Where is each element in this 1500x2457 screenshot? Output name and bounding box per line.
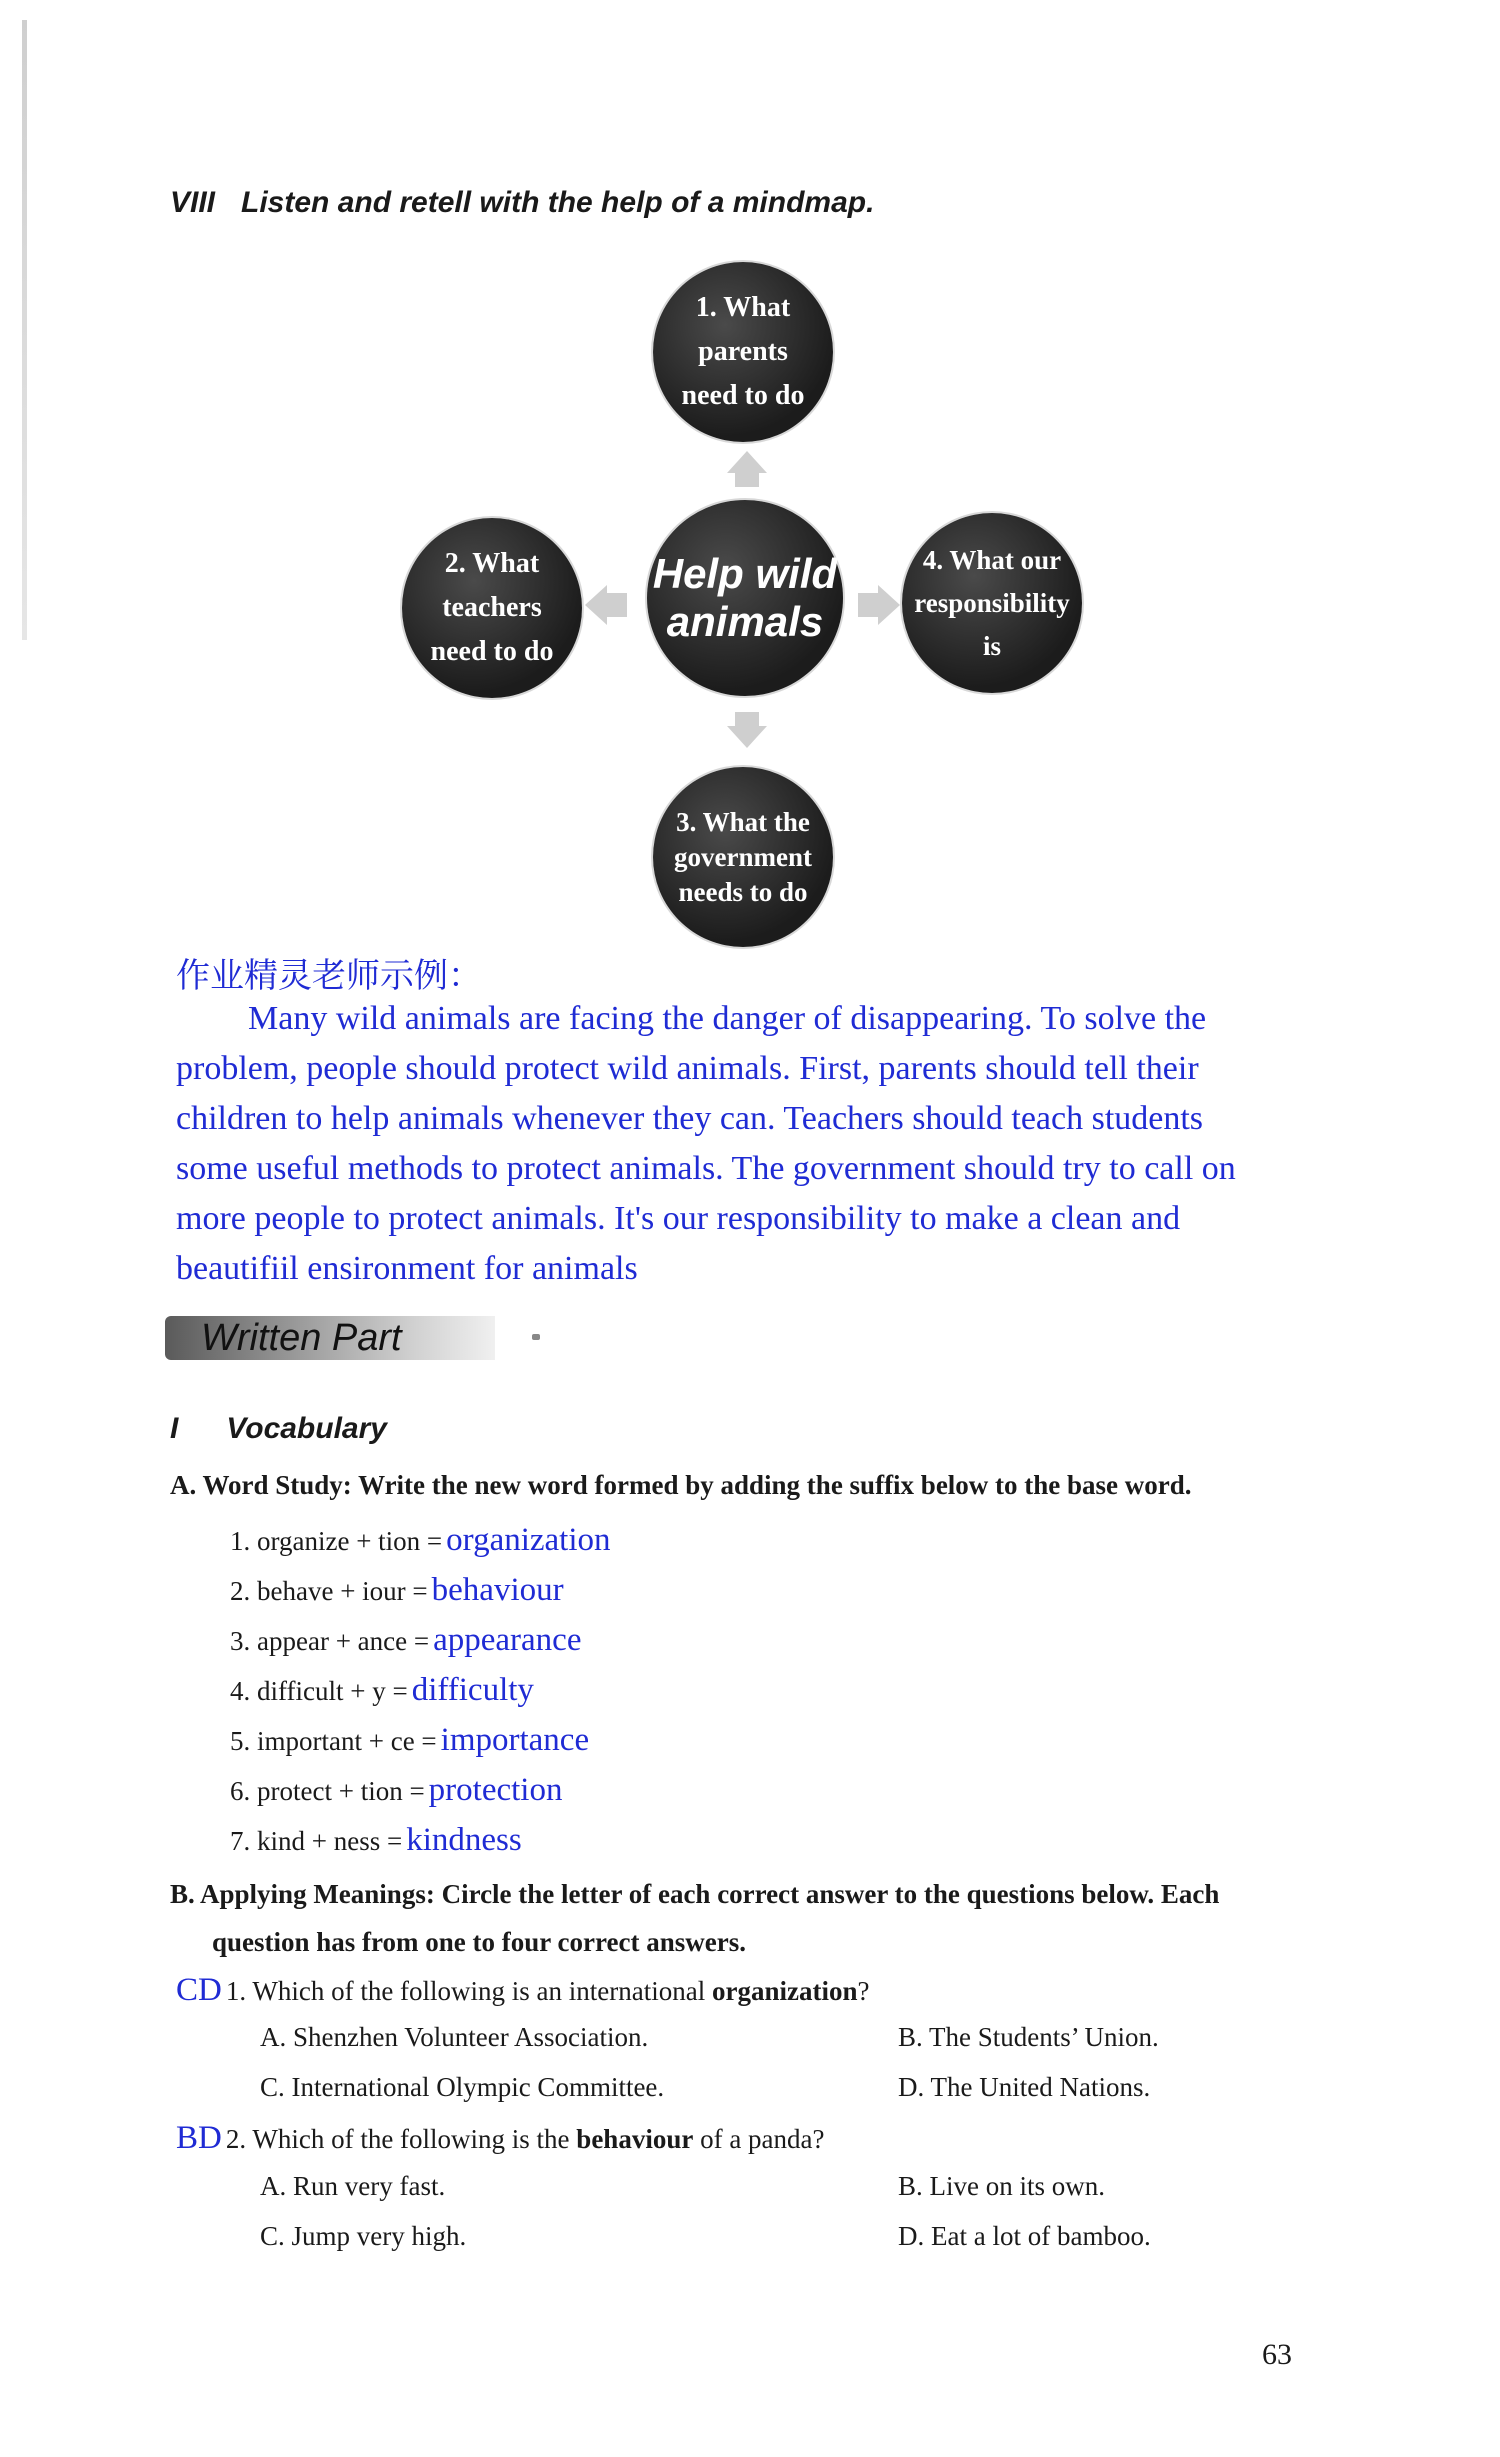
word-prompt: 3. appear + ance = xyxy=(230,1626,430,1656)
list-item xyxy=(230,1665,611,1715)
word-study-list xyxy=(230,1515,611,1865)
arrow-up-stem xyxy=(735,471,759,487)
mindmap-node-parents xyxy=(653,262,833,442)
center-line-1: Help wild xyxy=(652,550,838,597)
part-b-instruction xyxy=(170,1870,1330,1966)
q2-option-b: B. Live on its own. xyxy=(898,2171,1105,2201)
node-teachers-line-3: need to do xyxy=(430,636,554,667)
vocabulary-number: I xyxy=(170,1412,179,1445)
word-prompt: 2. behave + iour = xyxy=(230,1576,428,1606)
part-b-instruction-line-1: B. Applying Meanings: Circle the letter of each correct answer to the questions below. Each xyxy=(170,1879,1220,1909)
word-answer: appearance xyxy=(433,1622,582,1658)
arrow-down-icon xyxy=(727,726,767,748)
mindmap-center-node xyxy=(647,500,843,696)
node-parents-line-1: 1. What xyxy=(695,292,791,323)
page-number: 63 xyxy=(1262,2338,1292,2371)
arrow-right-stem xyxy=(858,593,880,617)
q1-option-c: C. International Olympic Committee. xyxy=(260,2072,665,2102)
word-answer: protection xyxy=(428,1772,563,1808)
node-parents-line-2: parents xyxy=(698,336,788,367)
list-item xyxy=(230,1765,611,1815)
section-viii-title: Listen and retell with the help of a mindmap. xyxy=(241,186,875,219)
q2-option-d: D. Eat a lot of bamboo. xyxy=(898,2221,1151,2251)
word-prompt: 5. important + ce = xyxy=(230,1726,437,1756)
node-teachers-line-2: teachers xyxy=(442,592,542,623)
example-paragraph: Many wild animals are facing the danger of disappearing. To solve the problem, people should protect wild animals. First, parents should tell their children to help animals whenever they can. Teachers should teach students some useful methods to protect animals. The government should try to call on more people to protect animals. It's our responsibility to make a clean and beautifiil ensironment for animals xyxy=(176,1000,1236,1287)
written-part-banner: Written Part xyxy=(165,1316,495,1360)
banner-decoration xyxy=(532,1334,540,1340)
word-answer: difficulty xyxy=(411,1672,534,1708)
word-answer: behaviour xyxy=(431,1572,564,1608)
section-viii-number: VIII xyxy=(170,186,216,219)
q2-option-a: A. Run very fast. xyxy=(260,2171,446,2201)
example-label: 作业精灵老师示例： xyxy=(176,956,482,996)
question-2-answer: BD xyxy=(176,2120,222,2156)
word-answer: organization xyxy=(446,1522,611,1558)
q1-option-d: D. The United Nations. xyxy=(898,2072,1151,2102)
arrow-up-icon xyxy=(727,451,767,473)
center-line-2: animals xyxy=(666,598,824,645)
word-prompt: 1. organize + tion = xyxy=(230,1526,443,1556)
mindmap-node-government xyxy=(653,767,833,947)
word-prompt: 7. kind + ness = xyxy=(230,1826,403,1856)
page-margin-line xyxy=(22,20,27,640)
question-1-text-end: ? xyxy=(857,1976,870,2006)
arrow-left-icon xyxy=(585,585,607,625)
node-responsibility-line-1: 4. What our xyxy=(922,544,1062,575)
question-1-text: 1. Which of the following is an international xyxy=(225,1976,712,2006)
question-1-answer: CD xyxy=(176,1972,222,2008)
list-item xyxy=(230,1815,611,1865)
list-item xyxy=(230,1715,611,1765)
question-2-keyword: behaviour xyxy=(576,2124,694,2154)
list-item xyxy=(230,1565,611,1615)
question-1-keyword: organization xyxy=(712,1976,858,2006)
node-parents-line-3: need to do xyxy=(681,380,805,411)
vocabulary-title: Vocabulary xyxy=(226,1412,387,1445)
q2-option-c: C. Jump very high. xyxy=(260,2221,467,2251)
word-prompt: 4. difficult + y = xyxy=(230,1676,408,1706)
mindmap-node-responsibility xyxy=(902,513,1082,693)
question-2-text-end: of a panda? xyxy=(693,2124,825,2154)
word-answer: importance xyxy=(440,1722,590,1758)
part-b-instruction-line-2: question has from one to four correct answers. xyxy=(212,1927,746,1957)
question-2 xyxy=(176,2120,825,2157)
list-item xyxy=(230,1515,611,1565)
node-teachers-line-1: 2. What xyxy=(444,548,540,579)
node-responsibility-line-2: responsibility xyxy=(914,587,1070,618)
node-government-line-3: needs to do xyxy=(678,876,808,907)
node-responsibility-line-3: is xyxy=(982,630,1001,661)
arrow-left-stem xyxy=(605,593,627,617)
q1-option-b: B. The Students’ Union. xyxy=(898,2022,1159,2052)
word-prompt: 6. protect + tion = xyxy=(230,1776,425,1806)
question-2-text: 2. Which of the following is the xyxy=(225,2124,577,2154)
question-1 xyxy=(176,1972,869,2009)
mindmap-node-teachers xyxy=(402,518,582,698)
section-viii-heading xyxy=(170,186,874,220)
word-answer: kindness xyxy=(406,1822,522,1858)
node-government-line-2: government xyxy=(674,841,812,872)
q1-option-a: A. Shenzhen Volunteer Association. xyxy=(260,2022,649,2052)
list-item xyxy=(230,1615,611,1665)
vocabulary-heading xyxy=(170,1412,387,1446)
arrow-right-icon xyxy=(878,585,900,625)
part-a-instruction: A. Word Study: Write the new word formed by adding the suffix below to the base word. xyxy=(170,1470,1192,1500)
node-government-line-1: 3. What the xyxy=(676,806,810,837)
